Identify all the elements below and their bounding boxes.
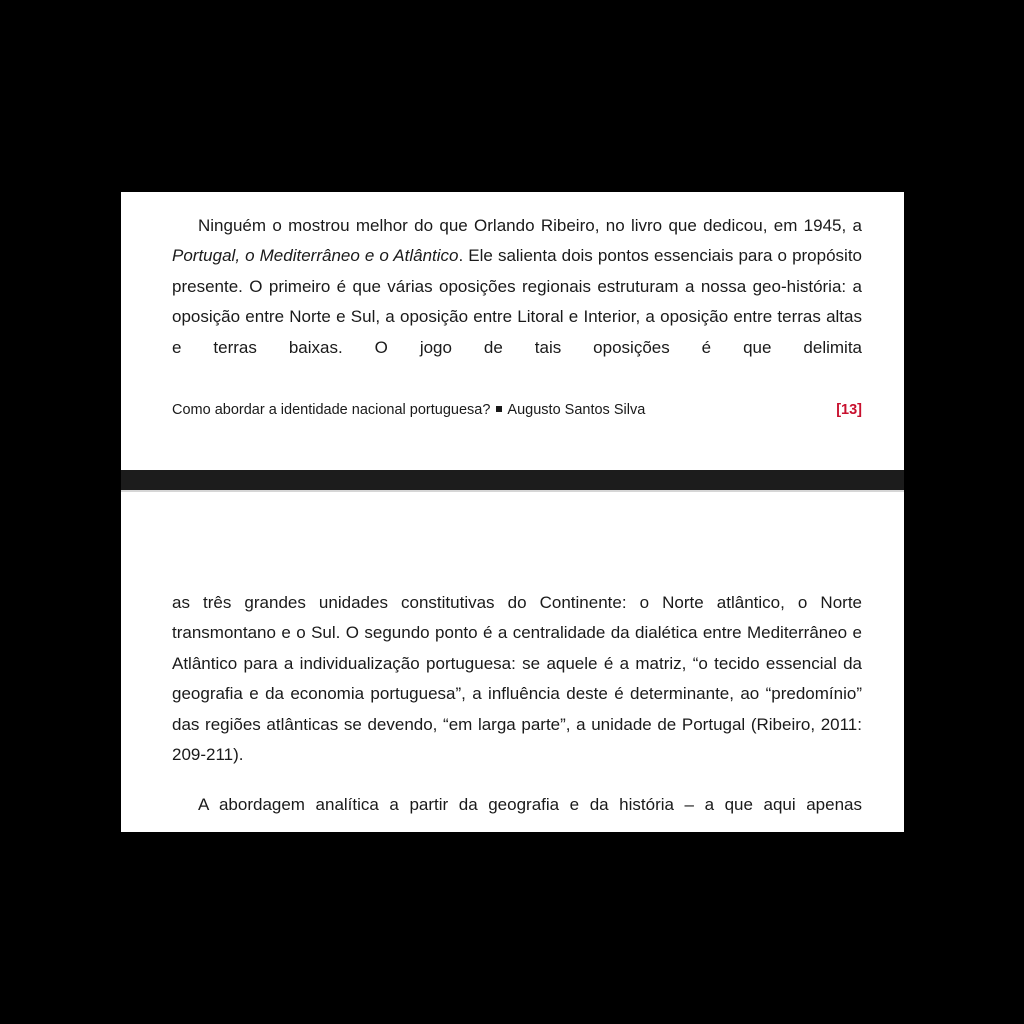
paragraph bbox=[172, 211, 862, 363]
book-title-italic: Portugal, o Mediterrâneo e o Atlântico bbox=[172, 246, 459, 266]
book-page-bottom bbox=[121, 492, 904, 832]
body-text-bottom bbox=[172, 588, 862, 821]
running-title: Como abordar a identidade nacional portuguesa? bbox=[172, 402, 491, 418]
book-page-top bbox=[121, 192, 904, 470]
page-divider bbox=[121, 470, 904, 490]
author-name: Augusto Santos Silva bbox=[507, 402, 646, 418]
paragraph-text-start: Ninguém o mostrou melhor do que Orlando Ribeiro, no livro que dedicou, em 1945, a bbox=[198, 216, 862, 235]
page-number: [13] bbox=[836, 402, 862, 418]
square-separator-icon bbox=[496, 406, 502, 412]
paragraph-next: A abordagem analítica a partir da geografia e da história – a que aqui apenas bbox=[198, 795, 862, 815]
body-text-top bbox=[172, 211, 862, 363]
running-footer bbox=[172, 402, 645, 418]
paragraph-continued: as três grandes unidades constitutivas do Continente: o Norte atlântico, o Norte transmontano e o Sul. O segundo ponto é a centralidade da dialética entre Mediterrâneo e Atlântico para a individualização portuguesa: se aquele é a matriz, “o tecido essencial da geografia e da economia portuguesa”, a influência deste é determinante, ao “predomínio” das regiões atlânticas se devendo, “em larga parte”, a unidade de Portugal (Ribeiro, 2011: 209-211). bbox=[172, 593, 862, 765]
page-footer bbox=[172, 402, 862, 422]
paragraph-text-end: . Ele salienta dois pontos essenciais para o propósito presente. O primeiro é que várias oposições regionais estruturam a nossa geo-história: a oposição entre Norte e Sul, a oposição entre Litoral e Interior, a oposição entre terras altas e terras baixas. O jogo de tais oposições é que delimita bbox=[172, 246, 863, 357]
